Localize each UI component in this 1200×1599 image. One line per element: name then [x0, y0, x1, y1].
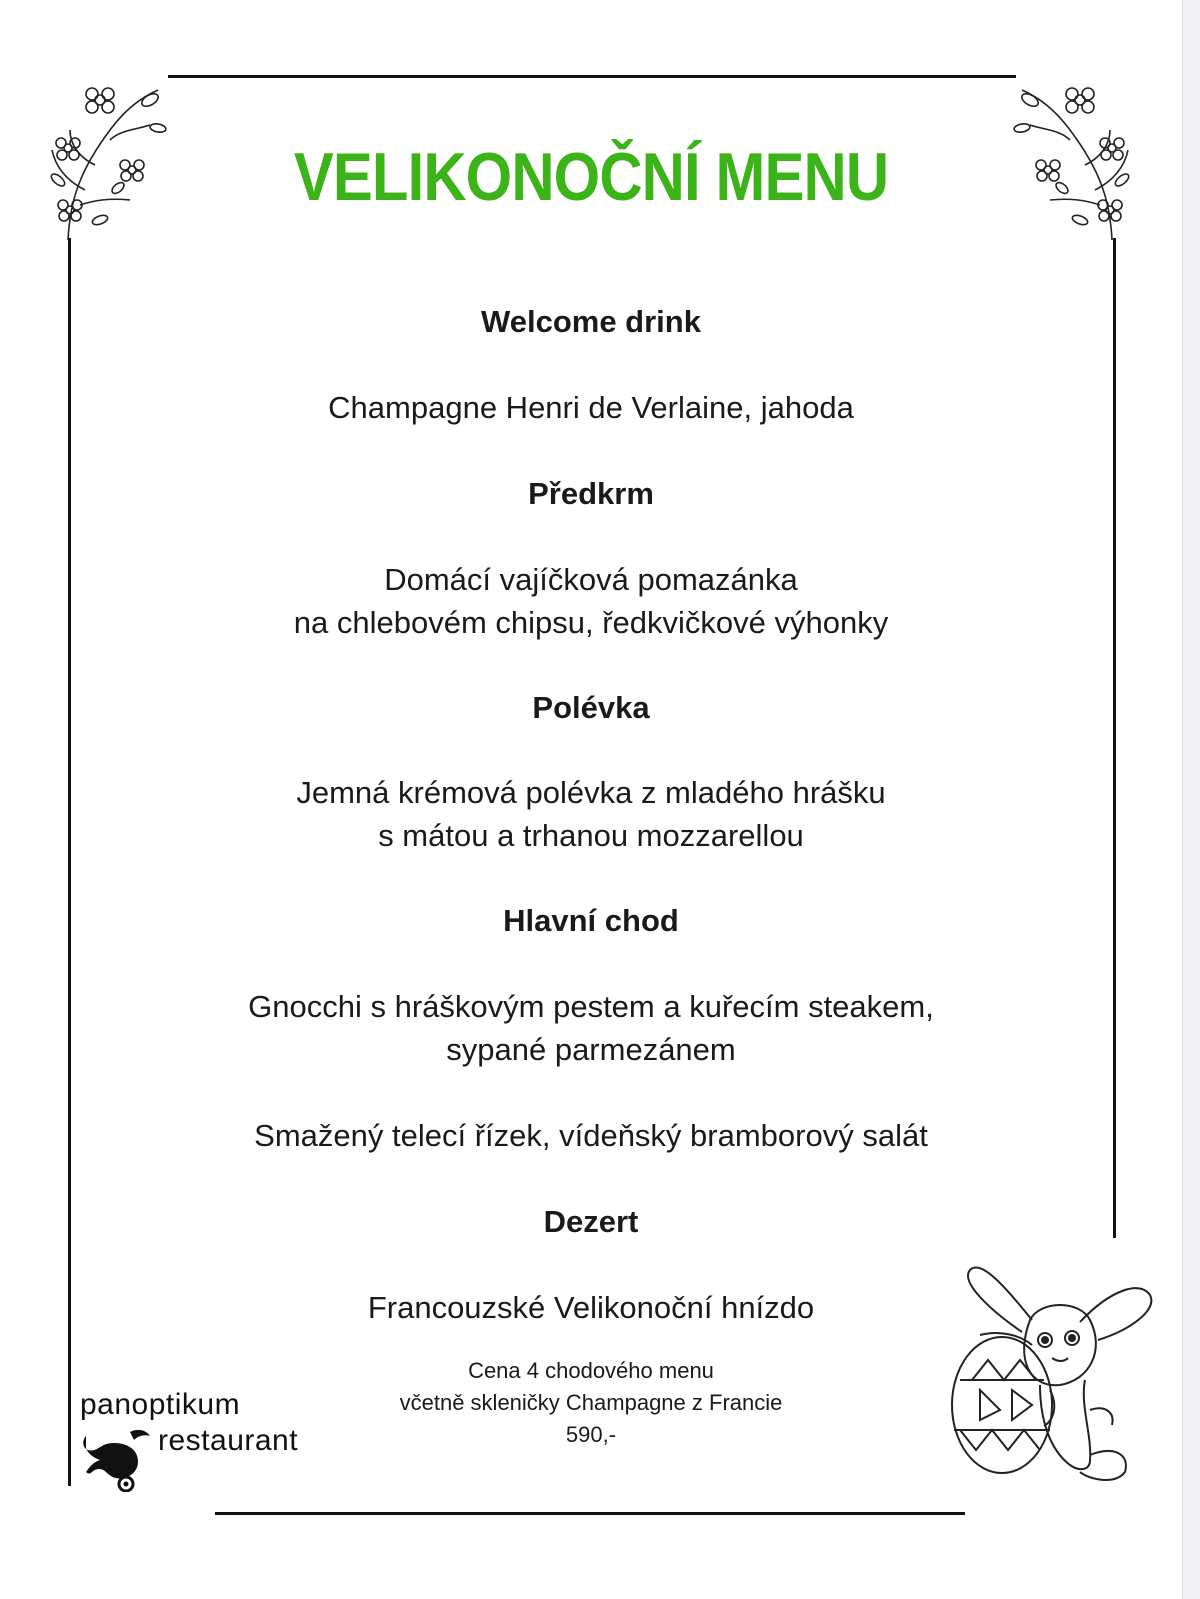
frame-top-border [168, 75, 1016, 78]
section-heading-soup: Polévka [532, 690, 650, 725]
logo-text-restaurant: restaurant [158, 1424, 299, 1457]
menu-item-starter-line1: Domácí vajíčková pomazánka [384, 562, 798, 597]
bull-logo-icon [80, 1424, 160, 1492]
menu-item-main-alternative: Smažený telecí řízek, vídeňský bramborový salát [254, 1118, 928, 1153]
menu-item-main-line1: Gnocchi s hráškovým pestem a kuřecím steakem, [248, 989, 934, 1024]
page-edge-strip [1182, 0, 1200, 1599]
menu-item-soup-line2: s mátou a trhanou mozzarellou [378, 818, 804, 853]
menu-item-welcome-drink: Champagne Henri de Verlaine, jahoda [328, 390, 854, 425]
menu-item-starter-line2: na chlebovém chipsu, ředkvičkové výhonky [293, 605, 889, 640]
logo-text-panoptikum: panoptikum [80, 1388, 241, 1421]
price-label-line1: Cena 4 chodového menu [468, 1358, 714, 1383]
price-amount: 590,- [565, 1422, 617, 1447]
restaurant-logo [80, 1388, 340, 1498]
section-heading-starter: Předkrm [528, 476, 654, 511]
menu-item-main-line2: sypané parmezánem [446, 1032, 736, 1067]
menu-item-dessert: Francouzské Velikonoční hnízdo [367, 1290, 815, 1325]
menu-item-soup-line1: Jemná krémová polévka z mladého hrášku [296, 775, 886, 810]
menu-title: VELIKONOČNÍ MENU [293, 139, 889, 215]
easter-bunny-with-egg-illustration [940, 1240, 1170, 1490]
frame-bottom-border [215, 1512, 965, 1515]
section-heading-dessert: Dezert [543, 1204, 639, 1239]
section-heading-main-course: Hlavní chod [503, 903, 679, 938]
section-heading-welcome-drink: Welcome drink [481, 304, 701, 339]
price-label-line2: včetně skleničky Champagne z Francie [399, 1390, 783, 1415]
